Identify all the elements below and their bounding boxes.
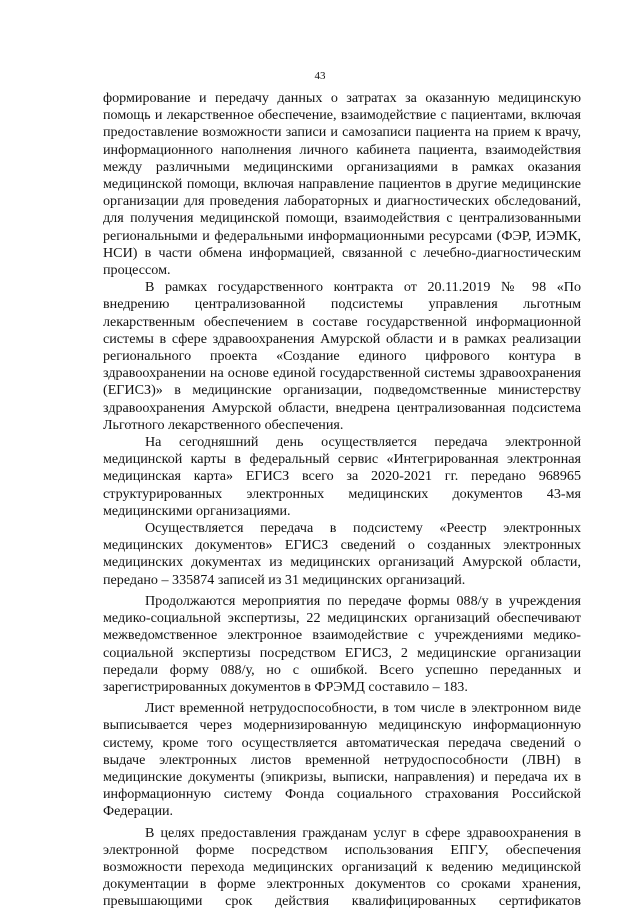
document-body bbox=[103, 90, 581, 911]
paragraph-epgu-services: В целях предоставления гражданам услуг в сфере здравоохранения в электронной форме посредством использования ЕПГУ, обеспечения возможности перехода медицинских организаций к ведению медицинской документации в форме электронных документов со сроками хранения, превышающими срок действия квалифицированных сертификатов bbox=[103, 824, 581, 910]
paragraph-state-contract: В рамках государственного контракта от 20.11.2019 № 98 «По внедрению централизованной подсистемы управления льготным лекарственным обеспечением в составе государственной информационной системы в сфере здравоохранения Амурской области и в рамках реализации регионального проекта «Создание единого цифрового контура в здравоохранении на основе единой государственной системы здравоохранения (ЕГИСЗ)» в медицинские организации, подведомственные министерству здравоохранения Амурской области, внедрена централизованная подсистема Льготного лекарственного обеспечения. bbox=[103, 279, 581, 433]
paragraph-remd-registry: Осуществляется передача в подсистему «Реестр электронных медицинских документов» ЕГИСЗ сведений о созданных электронных медицинских документах из медицинских организаций Амурской области, передано – 335874 записей из 31 медицинских организаций. bbox=[103, 520, 581, 588]
page-number: 43 bbox=[314, 70, 326, 82]
paragraph-form-088: Продолжаются мероприятия по передаче формы 088/у в учреждения медико-социальной экспертизы, 22 медицинских организаций обеспечивают межведомственное электронное взаимодействие с учреждениями медико-социальной экспертизы посредством ЕГИСЗ, 2 медицинские организации передали форму 088/у, но с ошибкой. Всего успешно переданных и зарегистрированных документов в ФРЭМД составило – 183. bbox=[103, 592, 581, 695]
paragraph-emk-transfer: На сегодняшний день осуществляется передача электронной медицинской карты в федеральный сервис «Интегрированная электронная медицинская карта» ЕГИСЗ всего за 2020-2021 гг. передано 968965 структурированных электронных медицинских документов 43-мя медицинскими организациями. bbox=[103, 434, 581, 519]
paragraph-continuation: формирование и передачу данных о затратах за оказанную медицинскую помощь и лекарственное обеспечение, взаимодействие с пациентами, включая предоставление возможности записи и самозаписи пациента на прием к врачу, информационного наполнения личного кабинета пациента, взаимодействия между различными медицинскими организациями в рамках оказания медицинской помощи, включая направление пациентов в другие медицинские организации для проведения лабораторных и диагностических обследований, для получения медицинской помощи, взаимодействия с централизованными региональными и федеральными информационными ресурсами (ФЭР, ИЭМК, НСИ) в части обмена информацией, связанной с лечебно-диагностическим процессом. bbox=[103, 90, 581, 279]
paragraph-sick-leave: Лист временной нетрудоспособности, в том числе в электронном виде выписывается через модернизированную медицинскую информационную систему, кроме того осуществляется автоматическая передача сведений о выдаче электронных листов временной нетрудоспособности (ЛВН) в медицинские документы (эпикризы, выписки, направления) и передача их в информационную систему Фонда социального страхования Российской Федерации. bbox=[103, 700, 581, 820]
